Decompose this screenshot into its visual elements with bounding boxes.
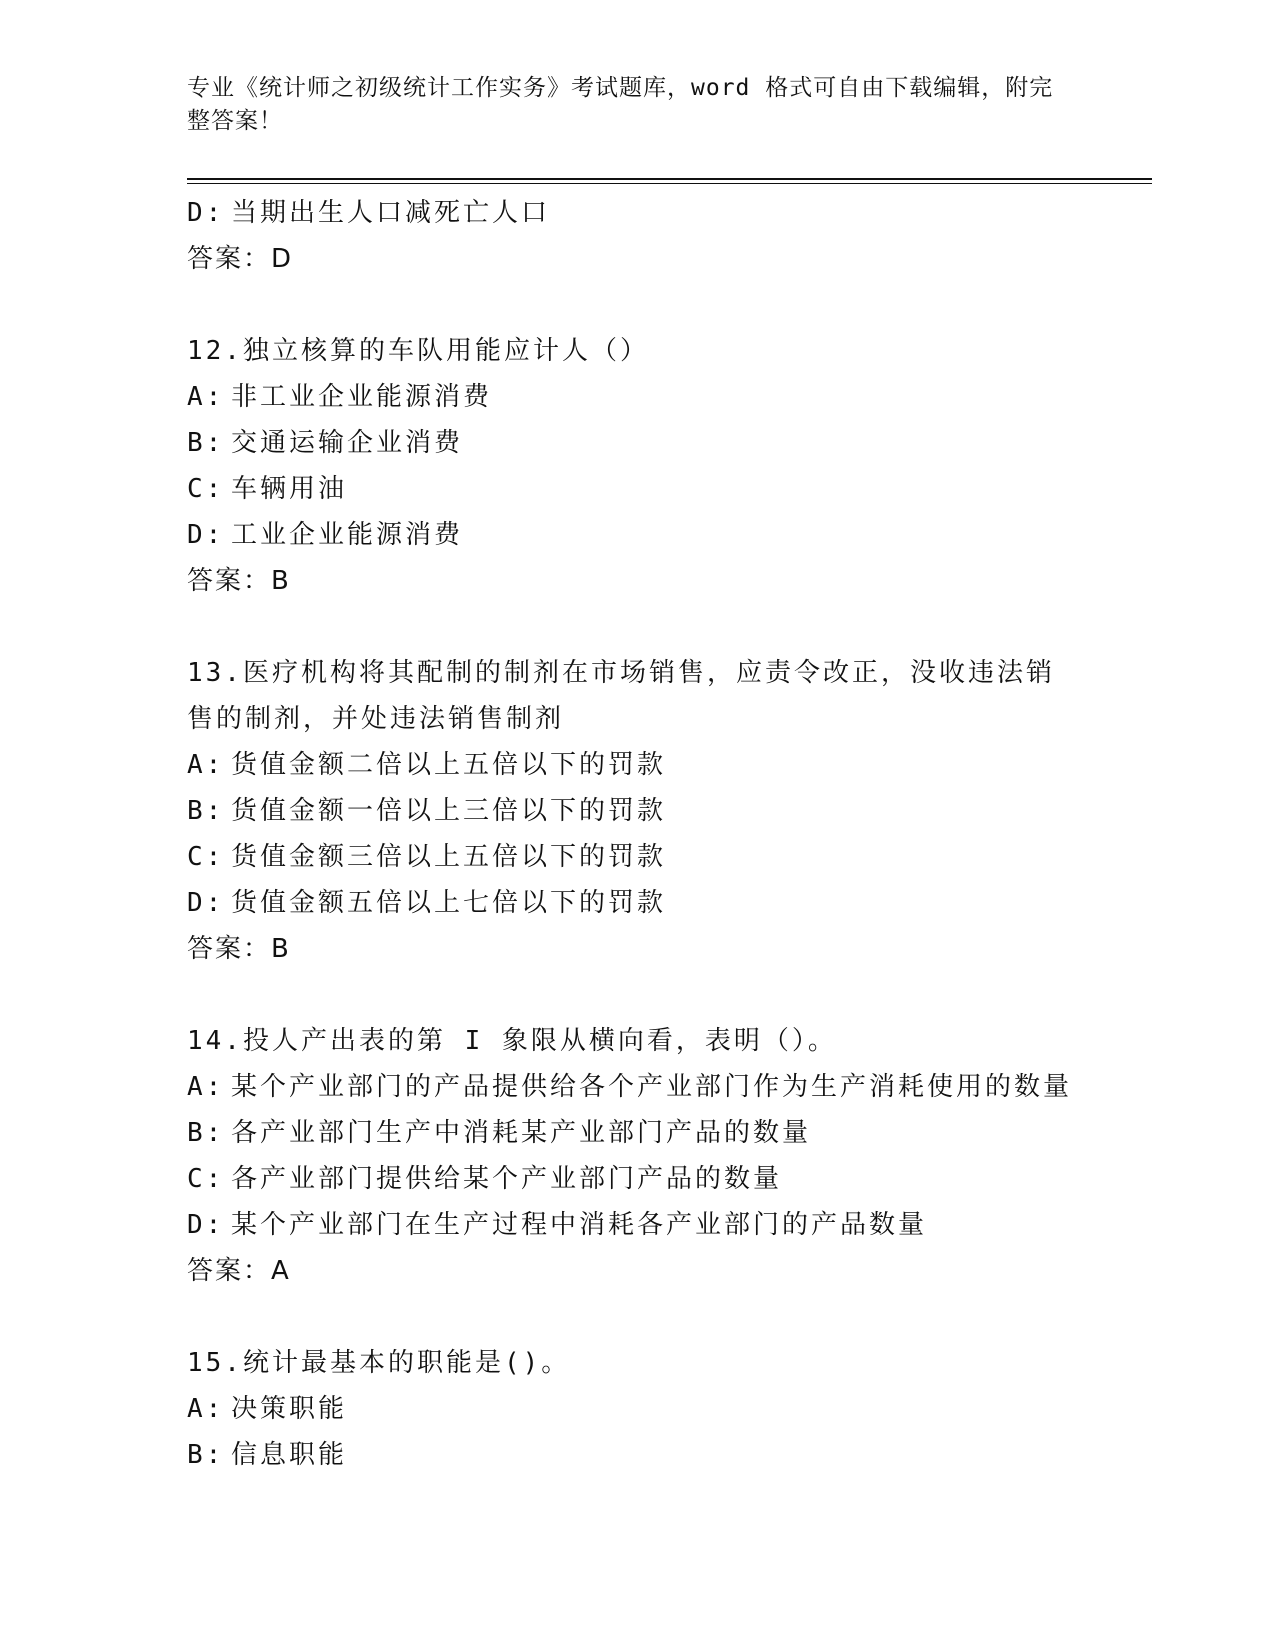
document-header (187, 72, 1087, 138)
option-text: 某个产业部门的产品提供给各个产业部门作为生产消耗使用的数量 (231, 1072, 1073, 1102)
option-a (187, 742, 1127, 788)
option-letter: B: (187, 1118, 225, 1148)
option-d (187, 1202, 1127, 1248)
option-text: 货值金额二倍以上五倍以下的罚款 (231, 750, 667, 780)
answer-line: 答案：B (187, 934, 291, 964)
option-c (187, 466, 1127, 512)
option-letter: D: (187, 198, 225, 228)
question-stem: 12.独立核算的车队用能应计人（） (187, 336, 649, 366)
option-c (187, 834, 1127, 880)
option-text: 各产业部门生产中消耗某产业部门产品的数量 (231, 1118, 812, 1148)
option-c (187, 1156, 1127, 1202)
question-list (187, 190, 1127, 1478)
question-12 (187, 328, 1127, 604)
question-13 (187, 650, 1127, 972)
option-text: 交通运输企业消费 (231, 428, 464, 458)
question-14 (187, 1018, 1127, 1294)
option-text: 某个产业部门在生产过程中消耗各产业部门的产品数量 (231, 1210, 928, 1240)
header-rule-thick (187, 178, 1152, 180)
question-stem: 13.医疗机构将其配制的制剂在市场销售，应责令改正，没收违法销售的制剂，并处违法销售制剂 (187, 658, 1055, 734)
option-b (187, 1110, 1127, 1156)
option-text: 决策职能 (231, 1394, 348, 1424)
option-b (187, 420, 1127, 466)
option-d (187, 190, 1127, 236)
question-stem: 14.投人产出表的第 I 象限从横向看，表明（）。 (187, 1026, 837, 1056)
answer-line: 答案：D (187, 244, 294, 274)
option-letter: D: (187, 888, 225, 918)
option-letter: B: (187, 428, 225, 458)
option-text: 货值金额三倍以上五倍以下的罚款 (231, 842, 667, 872)
option-text: 当期出生人口减死亡人口 (231, 198, 551, 228)
option-text: 信息职能 (231, 1440, 348, 1470)
option-text: 非工业企业能源消费 (231, 382, 493, 412)
header-line-1: 专业《统计师之初级统计工作实务》考试题库，word 格式可自由下载编辑，附完 (187, 75, 1054, 101)
question-11-fragment (187, 190, 1127, 282)
option-letter: C: (187, 1164, 225, 1194)
option-b (187, 1432, 1127, 1478)
option-a (187, 1386, 1127, 1432)
answer-line: 答案：A (187, 1256, 291, 1286)
header-line-2: 整答案！ (187, 108, 283, 134)
option-letter: C: (187, 842, 225, 872)
option-a (187, 1064, 1127, 1110)
option-text: 货值金额五倍以上七倍以下的罚款 (231, 888, 667, 918)
option-text: 货值金额一倍以上三倍以下的罚款 (231, 796, 667, 826)
option-d (187, 880, 1127, 926)
option-text: 各产业部门提供给某个产业部门产品的数量 (231, 1164, 783, 1194)
option-letter: D: (187, 520, 225, 550)
option-letter: A: (187, 382, 225, 412)
option-letter: C: (187, 474, 225, 504)
question-15 (187, 1340, 1127, 1478)
option-letter: A: (187, 750, 225, 780)
question-stem: 15.统计最基本的职能是()。 (187, 1348, 571, 1378)
answer-line: 答案：B (187, 566, 291, 596)
option-text: 工业企业能源消费 (231, 520, 464, 550)
option-a (187, 374, 1127, 420)
option-letter: B: (187, 796, 225, 826)
header-rule-thin (187, 183, 1152, 184)
option-d (187, 512, 1127, 558)
option-text: 车辆用油 (231, 474, 348, 504)
option-letter: A: (187, 1072, 225, 1102)
option-letter: B: (187, 1440, 225, 1470)
option-b (187, 788, 1127, 834)
option-letter: D: (187, 1210, 225, 1240)
option-letter: A: (187, 1394, 225, 1424)
